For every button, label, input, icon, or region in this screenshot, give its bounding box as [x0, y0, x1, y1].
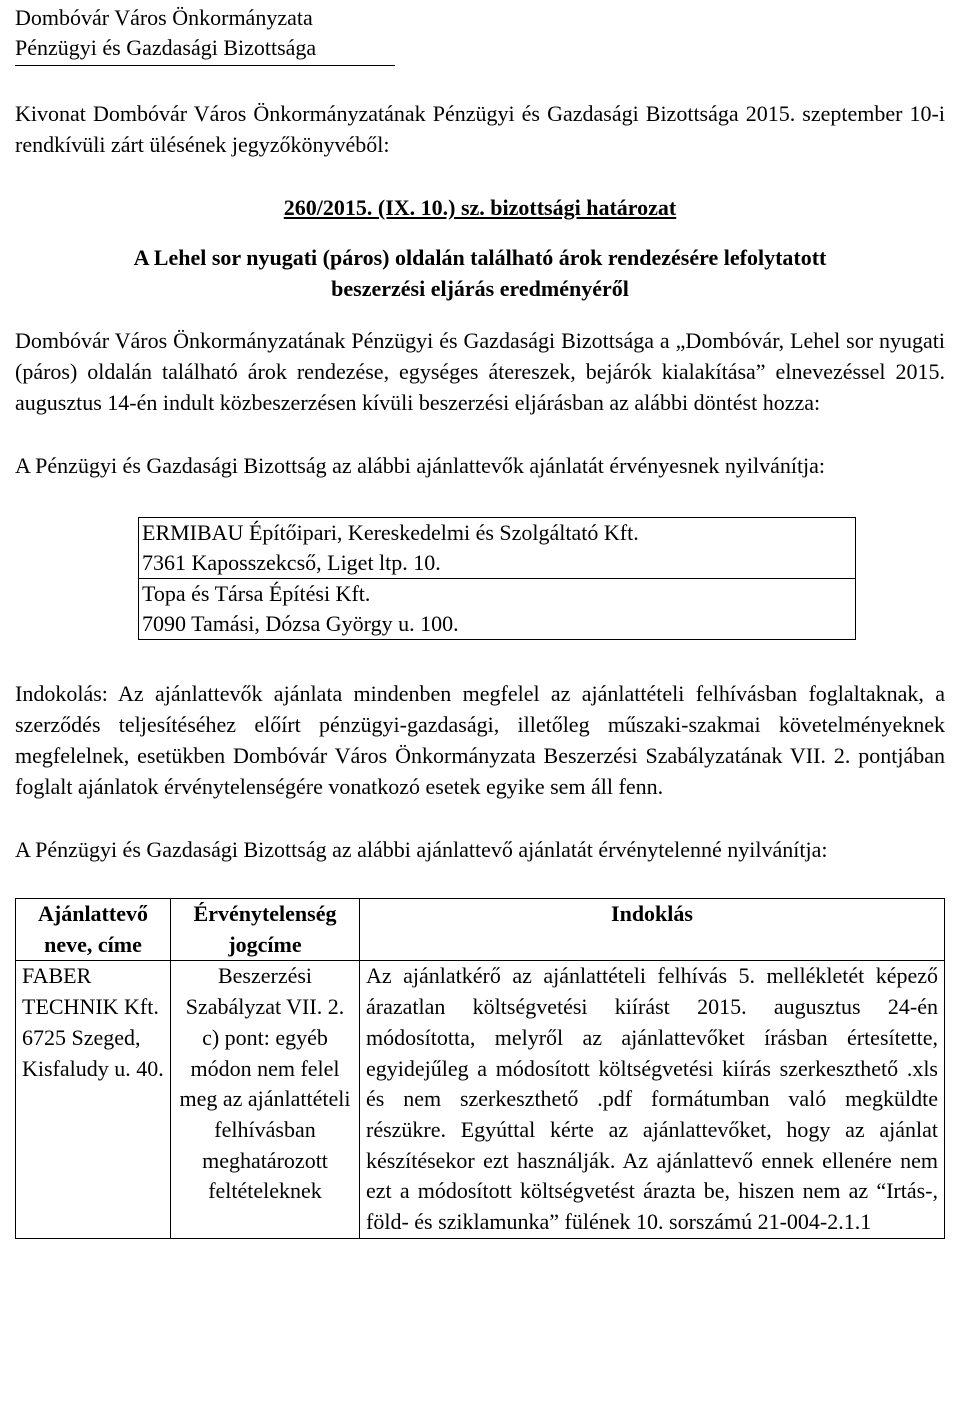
header-bidder: Ajánlattevő neve, címe	[16, 899, 171, 961]
issuer-header	[15, 3, 395, 66]
resolution-subject	[15, 242, 945, 304]
issuer-line-2: Pénzügyi és Gazdasági Bizottsága	[15, 35, 317, 60]
valid-bidder-2	[139, 579, 856, 640]
subject-line-2: beszerzési eljárás eredményéről	[331, 276, 629, 301]
table-row	[139, 579, 856, 640]
cell-reason: Az ajánlatkérő az ajánlattételi felhívás 5. mellékletét képező árazatlan költségvetési kiírást 2015. augusztus 24-én módosította, melyről az ajánlattevőket írásban értesítette, egyidejűleg a módosított költségvetési kiírás szerkeszthető .xls és nem szerkeszthető .pdf formátumban való megküldte részükre. Egyúttal kérte az ajánlattevőket, hogy az ajánlat készítésekor ezt használják. Az ajánlattevő ennek ellenére nem ezt a módosított költségvetést árazta be, hiszen nem az “Irtás-, föld- és sziklamunka” fülének 10. sorszámú 21-004-2.1.1	[360, 961, 945, 1238]
reasoning-paragraph: Indokolás: Az ajánlattevők ajánlata mindenben megfelel az ajánlattételi felhívásban foglaltaknak, a szerződés teljesítéséhez előírt pénzügyi-gazdasági, illetőleg műszaki-szakmai követelményeknek megfelelnek, esetükben Dombóvár Város Önkormányzata Beszerzési Szabályzatának VII. 2. pontjában foglalt ajánlatok érvénytelenségére vonatkozó esetek egyike sem áll fenn.	[15, 681, 945, 799]
resolution-number: 260/2015. (IX. 10.) sz. bizottsági határozat	[283, 195, 677, 220]
valid-bidder-address: 7090 Tamási, Dózsa György u. 100.	[142, 611, 459, 636]
issuer-line-1: Dombóvár Város Önkormányzata	[15, 5, 313, 30]
table-row	[139, 518, 856, 579]
subject-line-1: A Lehel sor nyugati (páros) oldalán található árok rendezésére lefolytatott	[133, 245, 827, 270]
invalid-bidders-table	[15, 898, 945, 1239]
header-ground: Érvénytelenség jogcíme	[171, 899, 360, 961]
intro-paragraph: Dombóvár Város Önkormányzatának Pénzügyi és Gazdasági Bizottsága a „Dombóvár, Lehel sor nyugati (páros) oldalán található árok rendezése, egységes átereszek, bejárók kialakítása” elnevezéssel 2015. augusztus 14-én indult közbeszerzésen kívüli beszerzési eljárásban az alábbi döntést hozza:	[15, 328, 945, 415]
extract-title: Kivonat Dombóvár Város Önkormányzatának Pénzügyi és Gazdasági Bizottsága 2015. szeptember 10-i rendkívüli zárt ülésének jegyzőkönyvéből:	[15, 101, 945, 157]
valid-bidder-1	[139, 518, 856, 579]
table-row	[16, 961, 945, 1238]
table-header-row	[16, 899, 945, 961]
valid-bidder-name: ERMIBAU Építőipari, Kereskedelmi és Szolgáltató Kft.	[142, 520, 639, 545]
valid-bidders-table	[138, 517, 856, 640]
valid-bidder-address: 7361 Kaposszekcső, Liget ltp. 10.	[142, 550, 441, 575]
cell-bidder: FABER TECHNIK Kft. 6725 Szeged, Kisfaludy u. 40.	[16, 961, 171, 1238]
document-page	[15, 0, 945, 1239]
invalid-bidders-intro: A Pénzügyi és Gazdasági Bizottság az alábbi ajánlattevő ajánlatát érvénytelenné nyilvánítja:	[15, 837, 828, 862]
valid-bidder-name: Topa és Társa Építési Kft.	[142, 581, 371, 606]
cell-ground: Beszerzési Szabályzat VII. 2. c) pont: egyéb módon nem felel meg az ajánlattételi felhívásban meghatározott feltételeknek	[171, 961, 360, 1238]
header-reason: Indoklás	[360, 899, 945, 961]
valid-bidders-intro: A Pénzügyi és Gazdasági Bizottság az alábbi ajánlattevők ajánlatát érvényesnek nyilvánítja:	[15, 453, 826, 478]
